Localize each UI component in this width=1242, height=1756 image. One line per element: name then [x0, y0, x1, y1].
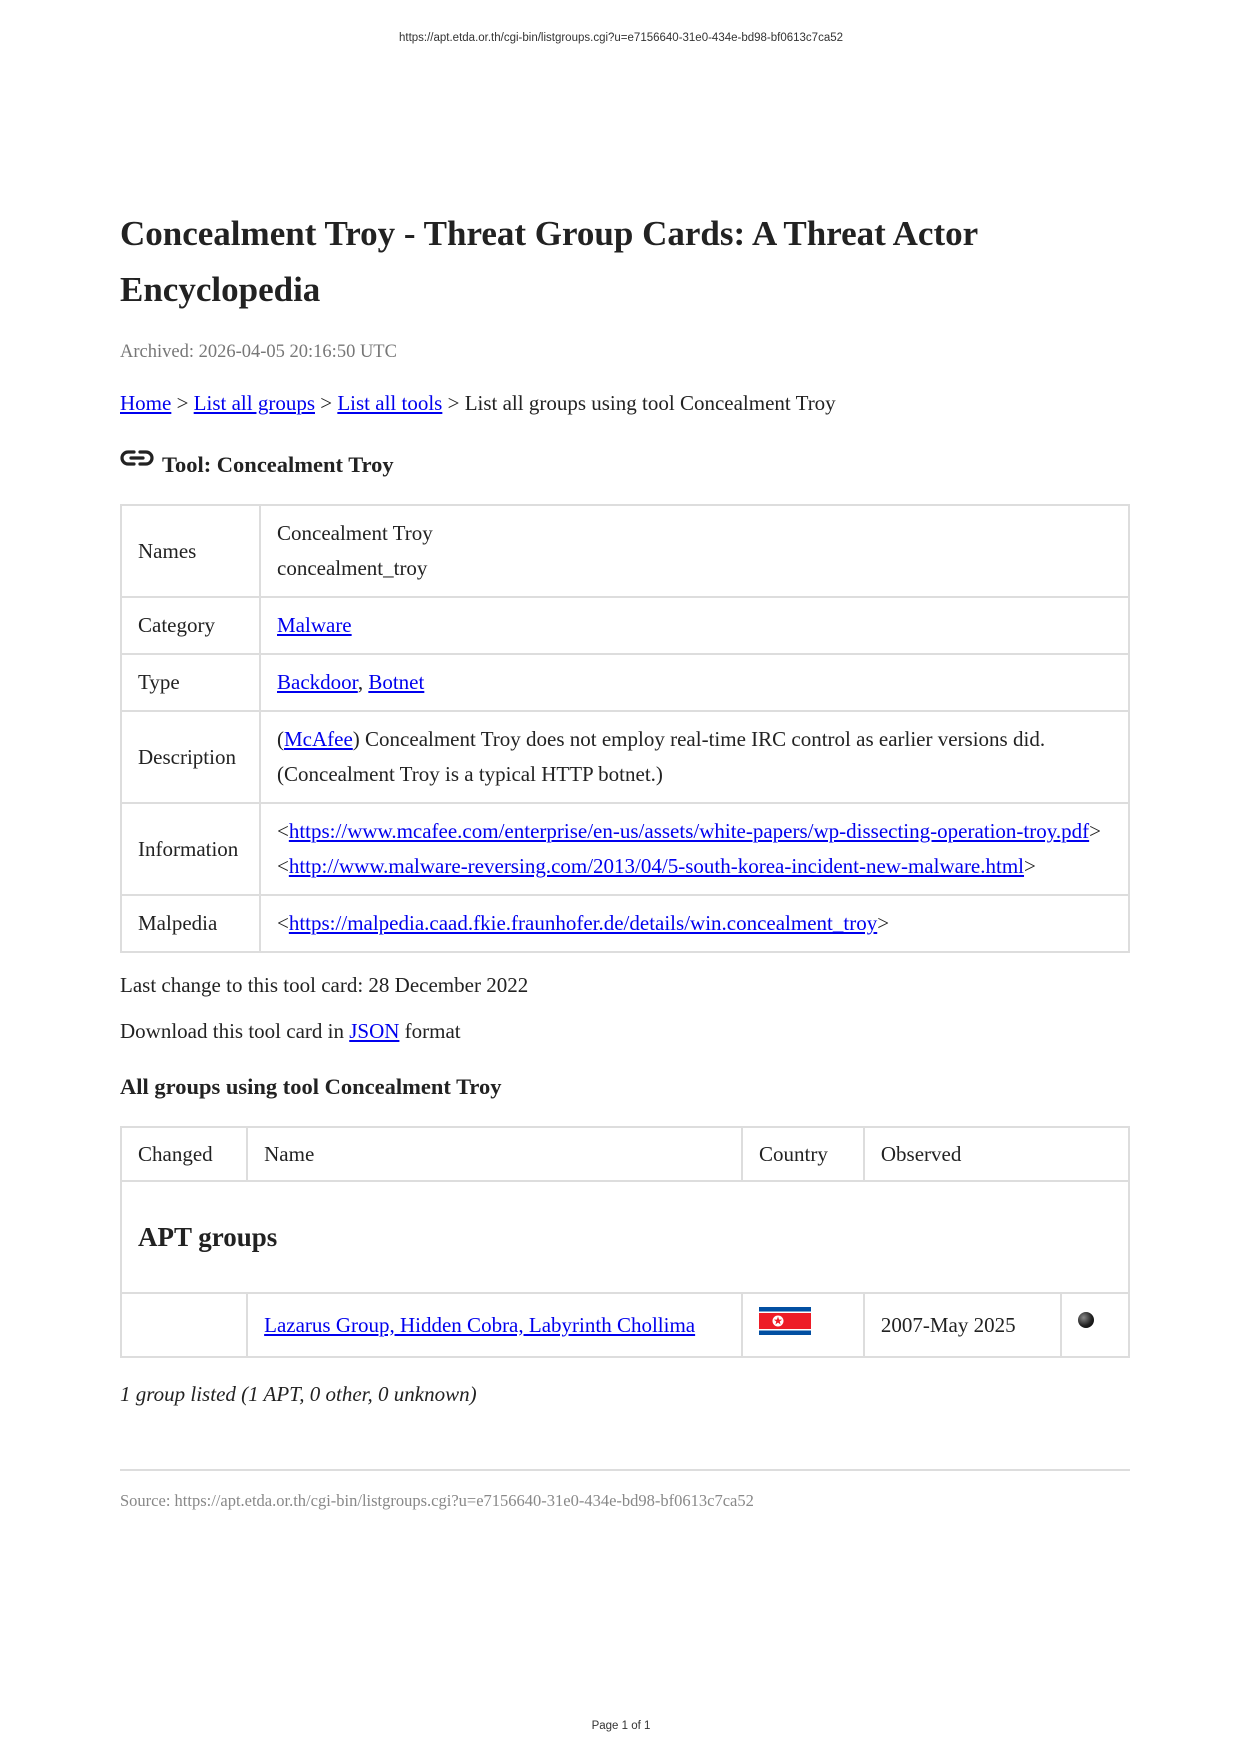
- observed-cell: 2007-May 2025: [864, 1293, 1061, 1357]
- column-header-observed: Observed: [864, 1127, 1129, 1181]
- link-icon: [120, 448, 154, 468]
- information-value: <https://www.mcafee.com/enterprise/en-us/assets/white-papers/wp-dissecting-operation-troy.pdf> <http://www.malware-reversing.com/2013/04/5-south-korea-incident-new-malware.html>: [260, 803, 1129, 895]
- apt-groups-section-label: APT groups: [121, 1181, 1129, 1293]
- breadcrumb-current: List all groups using tool Concealment Troy: [464, 391, 836, 415]
- country-cell: [742, 1293, 864, 1357]
- section-row: [121, 1181, 1129, 1293]
- table-row: [121, 597, 1129, 654]
- breadcrumb-home-link[interactable]: Home: [120, 391, 172, 415]
- type-link-backdoor[interactable]: Backdoor: [277, 670, 358, 694]
- print-header-url: https://apt.etda.or.th/cgi-bin/listgroups.cgi?u=e7156640-31e0-434e-bd98-bf0613c7ca52: [398, 32, 844, 44]
- page-number: Page 1 of 1: [591, 1720, 651, 1732]
- main-content: [120, 206, 1130, 1511]
- archived-timestamp: Archived: 2026-04-05 20:16:50 UTC: [120, 342, 397, 362]
- column-header-name: Name: [247, 1127, 742, 1181]
- tool-heading-text: Tool: Concealment Troy: [162, 452, 394, 477]
- information-label: Information: [121, 803, 260, 895]
- groups-summary: 1 group listed (1 APT, 0 other, 0 unknown): [120, 1382, 477, 1406]
- tool-info-table: [120, 504, 1130, 953]
- name-cell: [247, 1293, 742, 1357]
- groups-heading: All groups using tool Concealment Troy: [120, 1074, 502, 1099]
- description-text: ) Concealment Troy does not employ real-time IRC control as earlier versions did. (Concealment Troy is a typical HTTP botnet.): [277, 727, 1046, 786]
- breadcrumb-separator: >: [171, 391, 194, 415]
- malpedia-value: <https://malpedia.caad.fkie.fraunhofer.de/details/win.concealment_troy>: [260, 895, 1129, 952]
- information-link[interactable]: https://www.mcafee.com/enterprise/en-us/assets/white-papers/wp-dissecting-operation-troy.pdf: [288, 819, 1090, 843]
- breadcrumb-separator: >: [442, 391, 465, 415]
- tool-name: Concealment Troy: [277, 521, 433, 545]
- column-header-changed: Changed: [121, 1127, 247, 1181]
- category-label: Category: [121, 597, 260, 654]
- table-row: [121, 711, 1129, 803]
- category-link[interactable]: Malware: [277, 613, 352, 637]
- download-suffix: format: [399, 1019, 461, 1043]
- table-row: [121, 654, 1129, 711]
- category-value: [260, 597, 1129, 654]
- page-title: Concealment Troy - Threat Group Cards: A Threat Actor Encyclopedia: [120, 214, 978, 309]
- table-row: [121, 505, 1129, 597]
- tool-alias: concealment_troy: [277, 556, 428, 580]
- names-value: [260, 505, 1129, 597]
- changed-cell: [121, 1293, 247, 1357]
- type-label: Type: [121, 654, 260, 711]
- last-change-text: Last change to this tool card: 28 December 2022: [120, 973, 529, 997]
- footer-divider: [120, 1469, 1130, 1471]
- breadcrumb-tools-link[interactable]: List all tools: [337, 391, 443, 415]
- description-label: Description: [121, 711, 260, 803]
- status-cell: [1061, 1293, 1129, 1357]
- table-row: [121, 803, 1129, 895]
- malpedia-label: Malpedia: [121, 895, 260, 952]
- group-name-link[interactable]: Lazarus Group, Hidden Cobra, Labyrinth Chollima: [264, 1312, 696, 1337]
- type-value: [260, 654, 1129, 711]
- type-link-botnet[interactable]: Botnet: [368, 670, 425, 694]
- names-label: Names: [121, 505, 260, 597]
- download-line: [120, 1019, 1130, 1044]
- dark-status-dot-icon: [1078, 1312, 1094, 1328]
- north-korea-flag-icon: [759, 1307, 811, 1335]
- description-value: (McAfee) Concealment Troy does not employ real-time IRC control as earlier versions did. (Concealment Troy is a typical HTTP botnet.): [260, 711, 1129, 803]
- breadcrumb: [120, 391, 1130, 416]
- download-prefix: Download this tool card in: [120, 1019, 350, 1043]
- tool-heading: [120, 452, 1130, 478]
- json-download-link[interactable]: JSON: [349, 1019, 400, 1043]
- breadcrumb-groups-link[interactable]: List all groups: [193, 391, 315, 415]
- information-link[interactable]: http://www.malware-reversing.com/2013/04/5-south-korea-incident-new-malware.html: [288, 854, 1025, 878]
- column-header-country: Country: [742, 1127, 864, 1181]
- groups-table: [120, 1126, 1130, 1358]
- table-row: [121, 1293, 1129, 1357]
- table-row: [121, 895, 1129, 952]
- description-source-link[interactable]: McAfee: [284, 727, 353, 751]
- table-header-row: [121, 1127, 1129, 1181]
- type-separator: ,: [357, 670, 369, 694]
- malpedia-link[interactable]: https://malpedia.caad.fkie.fraunhofer.de/details/win.concealment_troy: [288, 911, 878, 935]
- breadcrumb-separator: >: [315, 391, 338, 415]
- source-url: Source: https://apt.etda.or.th/cgi-bin/listgroups.cgi?u=e7156640-31e0-434e-bd98-bf0613c7ca52: [120, 1491, 754, 1510]
